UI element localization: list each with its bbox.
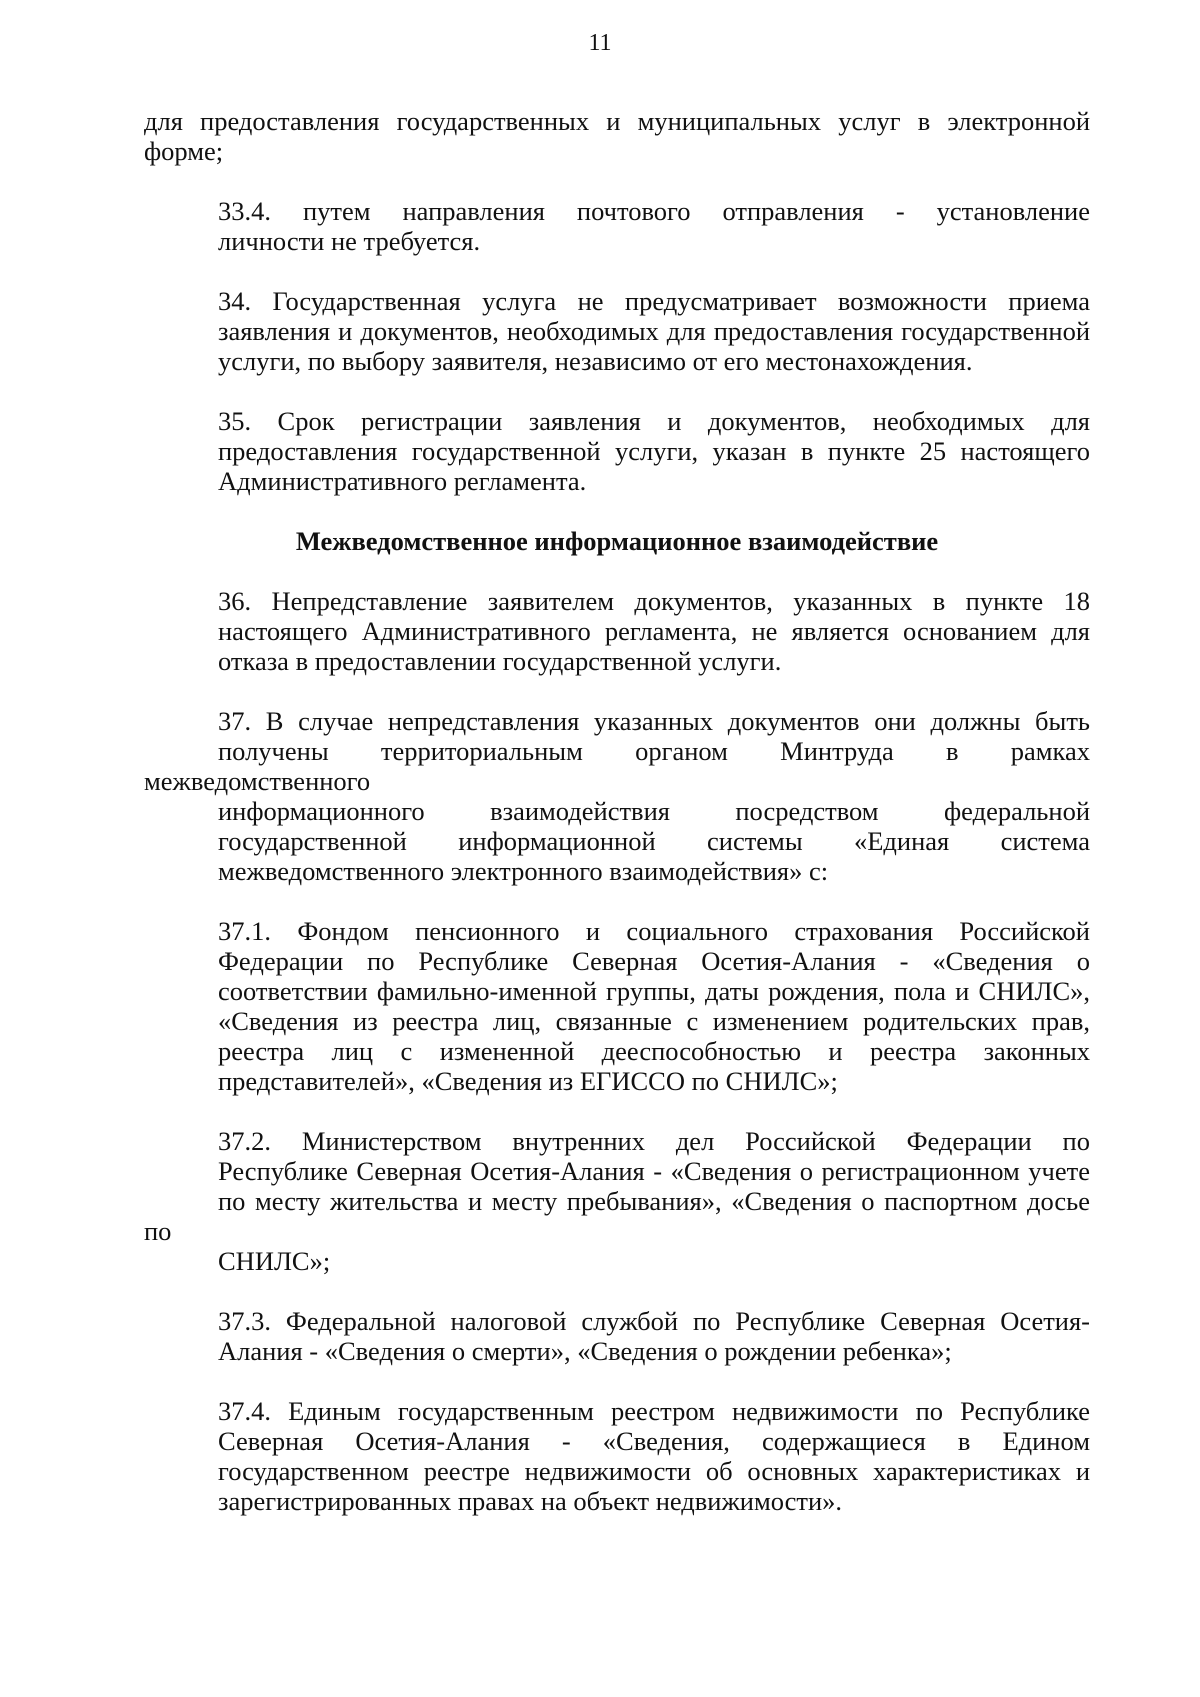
text-line: зарегистрированных правах на объект недвижимости». [218,1486,843,1516]
text-line: получены территориальным органом Минтруда в рамках межведомственного [144,736,1090,796]
page-number: 11 [588,30,612,56]
text-line: по месту жительства и месту пребывания», «Сведения о паспортном досье по [144,1186,1090,1246]
section-heading: Межведомственное информационное взаимодействие [295,526,939,556]
text-line: межведомственного электронного взаимодействия» с: [218,856,829,886]
text-line: «Сведения из реестра лиц, связанные с изменением родительских прав, [218,1006,1090,1036]
text-line: Федерации по Республике Северная Осетия-Алания - «Сведения о [218,946,1090,976]
text-line: СНИЛС»; [218,1246,331,1276]
text-line: Северная Осетия-Алания - «Сведения, содержащиеся в Едином [218,1426,1090,1456]
paragraph-34 [144,286,1090,376]
text-line: личности не требуется. [218,226,481,256]
paragraph-continuation [144,106,1090,166]
text-line: государственном реестре недвижимости об основных характеристиках и [218,1456,1090,1486]
text-line: Административного регламента. [218,466,587,496]
text-line: 37. В случае непредставления указанных документов они должны быть [218,706,1090,736]
text-line: государственной информационной системы «Единая система [218,826,1090,856]
text-line: Алания - «Сведения о смерти», «Сведения о рождении ребенка»; [218,1336,952,1366]
text-line: 36. Непредставление заявителем документов, указанных в пункте 18 [218,586,1090,616]
paragraph-37-2 [144,1126,1090,1276]
text-line: информационного взаимодействия посредством федеральной [218,796,1090,826]
text-line: отказа в предоставлении государственной услуги. [218,646,782,676]
text-line: 34. Государственная услуга не предусматривает возможности приема [218,286,1090,316]
text-line: форме; [144,136,224,166]
text-line: Республике Северная Осетия-Алания - «Сведения о регистрационном учете [218,1156,1090,1186]
text-line: 33.4. путем направления почтового отправления - установление [218,196,1090,226]
text-line: 37.3. Федеральной налоговой службой по Республике Северная Осетия- [218,1306,1090,1336]
text-line: настоящего Административного регламента, не является основанием для [218,616,1090,646]
paragraph-37-1 [144,916,1090,1096]
paragraph-33-4 [144,196,1090,256]
text-line: 37.2. Министерством внутренних дел Российской Федерации по [218,1126,1090,1156]
text-line: предоставления государственной услуги, указан в пункте 25 настоящего [218,436,1090,466]
paragraph-37-4 [144,1396,1090,1516]
paragraph-37-3 [144,1306,1090,1366]
text-line: реестра лиц с измененной дееспособностью и реестра законных [218,1036,1090,1066]
text-line: услуги, по выбору заявителя, независимо от его местонахождения. [218,346,973,376]
text-line: 37.1. Фондом пенсионного и социального страхования Российской [218,916,1090,946]
text-line: для предоставления государственных и муниципальных услуг в электронной [144,106,1090,136]
paragraph-37 [144,706,1090,886]
text-line: соответствии фамильно-именной группы, даты рождения, пола и СНИЛС», [218,976,1090,1006]
text-line: заявления и документов, необходимых для предоставления государственной [218,316,1090,346]
paragraph-36 [144,586,1090,676]
text-line: 37.4. Единым государственным реестром недвижимости по Республике [218,1396,1090,1426]
text-line: представителей», «Сведения из ЕГИССО по СНИЛС»; [218,1066,838,1096]
text-line: 35. Срок регистрации заявления и документов, необходимых для [218,406,1090,436]
paragraph-35 [144,406,1090,496]
document-body [144,106,1090,1516]
